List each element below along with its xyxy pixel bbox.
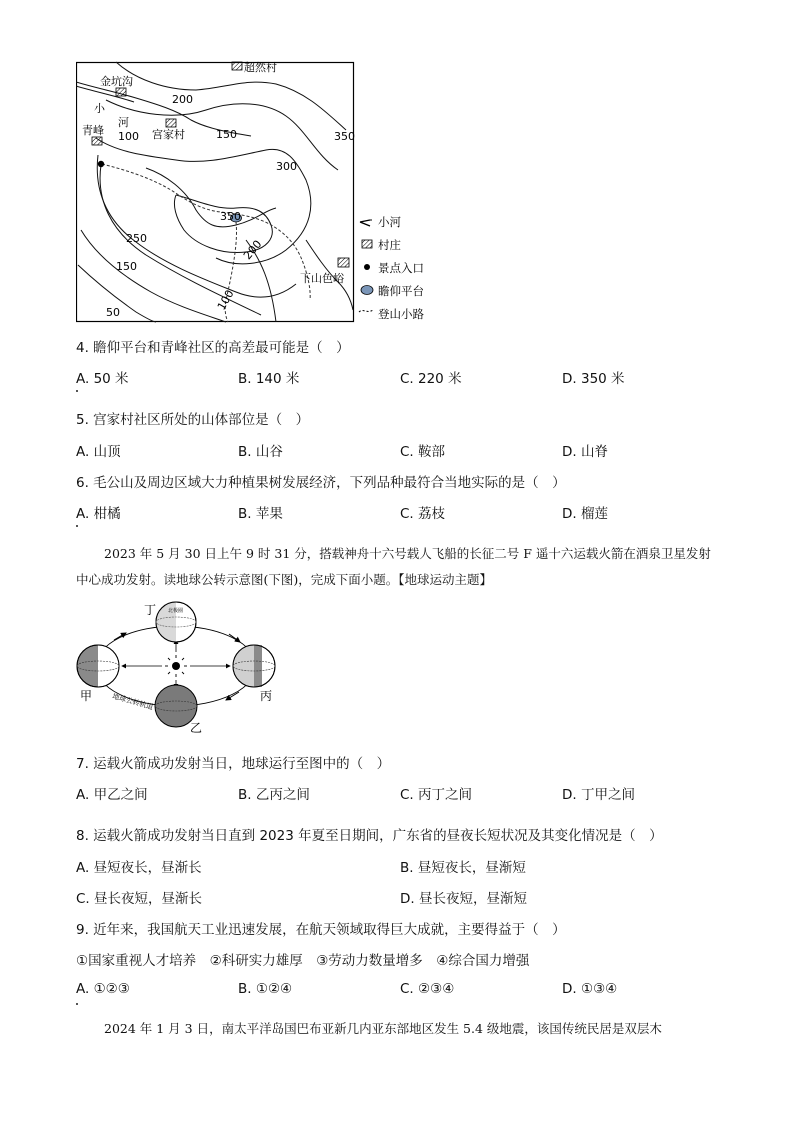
contour-label: 200 [240,237,265,263]
q5-option-d: D. 山脊 [562,444,608,460]
q8-option-c: C. 昼长夜短，昼渐长 [76,891,203,907]
earth-orbit-diagram [74,600,284,735]
question-5-stem: 5. 宫家村社区所处的山体部位是（ ） [76,412,310,428]
mark-dot [76,390,78,392]
contour-map [76,60,448,325]
contour-label: 250 [126,232,147,245]
river-label-2: 河 [118,116,129,129]
q7-option-b: B. 乙丙之间 [238,787,310,803]
q7-option-c: C. 丙丁之间 [400,787,473,803]
village-label-chaoran: 超然村 [244,61,277,74]
q4-option-d: D. 350 米 [562,371,625,387]
orbit-position-yi: 乙 [190,721,203,735]
orbit-position-jia: 甲 [80,689,93,703]
question-8-stem: 8. 运载火箭成功发射当日直到 2023 年夏至日期间，广东省的昼夜长短状况及其变化情况是（ ） [76,828,663,844]
river-label-1: 小 [94,102,105,115]
legend-river: 小河 [378,215,401,229]
q8-option-b: B. 昼短夜长，昼渐短 [400,860,526,876]
q9-option-c: C. ②③④ [400,981,455,997]
legend-platform: 瞻仰平台 [378,284,424,298]
village-label-qingfeng: 青峰 [82,124,104,137]
contour-label: 300 [276,160,297,173]
contour-label: 50 [106,306,120,319]
q8-option-a: A. 昼短夜长，昼渐长 [76,860,202,876]
q4-option-b: B. 140 米 [238,371,300,387]
question-7-stem: 7. 运载火箭成功发射当日，地球运行至图中的（ ） [76,756,391,772]
question-4-stem: 4. 瞻仰平台和青峰社区的高差最可能是（ ） [76,340,350,356]
mark-dot [76,1003,78,1005]
mark-dot [76,525,78,527]
contour-label: 150 [216,128,237,141]
q6-option-d: D. 榴莲 [562,506,608,522]
q6-option-c: C. 荔枝 [400,506,446,522]
q7-option-a: A. 甲乙之间 [76,787,148,803]
passage-earthquake: 2024 年 1 月 3 日，南太平洋岛国巴布亚新几内亚东部地区发生 5.4 级地震，该国传统民居是双层木 [104,1021,662,1036]
legend-trail: 登山小路 [378,307,424,321]
contour-label: 350 [220,210,241,223]
question-9-items: ①国家重视人才培养 ②科研实力雄厚 ③劳动力数量增多 ④综合国力增强 [76,953,530,969]
q9-option-a: A. ①②③ [76,981,130,997]
globe-small-label: 北极圈 [168,608,184,614]
q9-option-b: B. ①②④ [238,981,293,997]
q9-option-d: D. ①③④ [562,981,618,997]
village-label-xiashan: 下山色峪 [300,272,344,285]
q4-option-c: C. 220 米 [400,371,462,387]
village-label-gongjia: 宫家村 [152,128,185,141]
passage-rocket-launch: 2023 年 5 月 30 日上午 9 时 31 分，搭载神舟十六号载人飞船的长征二号 F 遥十六运载火箭在酒泉卫星发射中心成功发射。读地球公转示意图(下图)，完成下面小题。【地球运动主题】 [76,546,711,587]
q5-option-c: C. 鞍部 [400,444,446,460]
orbit-position-ding: 丁 [144,603,157,617]
contour-label: 100 [118,130,139,143]
legend-entrance: 景点入口 [378,261,424,275]
orbit-position-bing: 丙 [260,689,273,703]
q8-option-d: D. 昼长夜短，昼渐短 [400,891,527,907]
question-9-stem: 9. 近年来，我国航天工业迅速发展，在航天领域取得巨大成就，主要得益于（ ） [76,922,566,938]
q4-option-a: A. 50 米 [76,371,129,387]
legend-village: 村庄 [378,238,401,252]
q6-option-b: B. 苹果 [238,506,283,522]
contour-label: 150 [116,260,137,273]
village-label-jinkeng: 金坑沟 [100,75,133,88]
contour-label: 100 [214,287,237,313]
contour-label: 200 [172,93,193,106]
map-legend [359,215,424,321]
question-6-stem: 6. 毛公山及周边区域大力种植果树发展经济，下列品种最符合当地实际的是（ ） [76,475,566,491]
orbit-label: 地球公转轨道 [111,692,155,712]
q5-option-a: A. 山顶 [76,444,121,460]
q6-option-a: A. 柑橘 [76,506,121,522]
q5-option-b: B. 山谷 [238,444,283,460]
contour-label: 350 [334,130,355,143]
q7-option-d: D. 丁甲之间 [562,787,635,803]
